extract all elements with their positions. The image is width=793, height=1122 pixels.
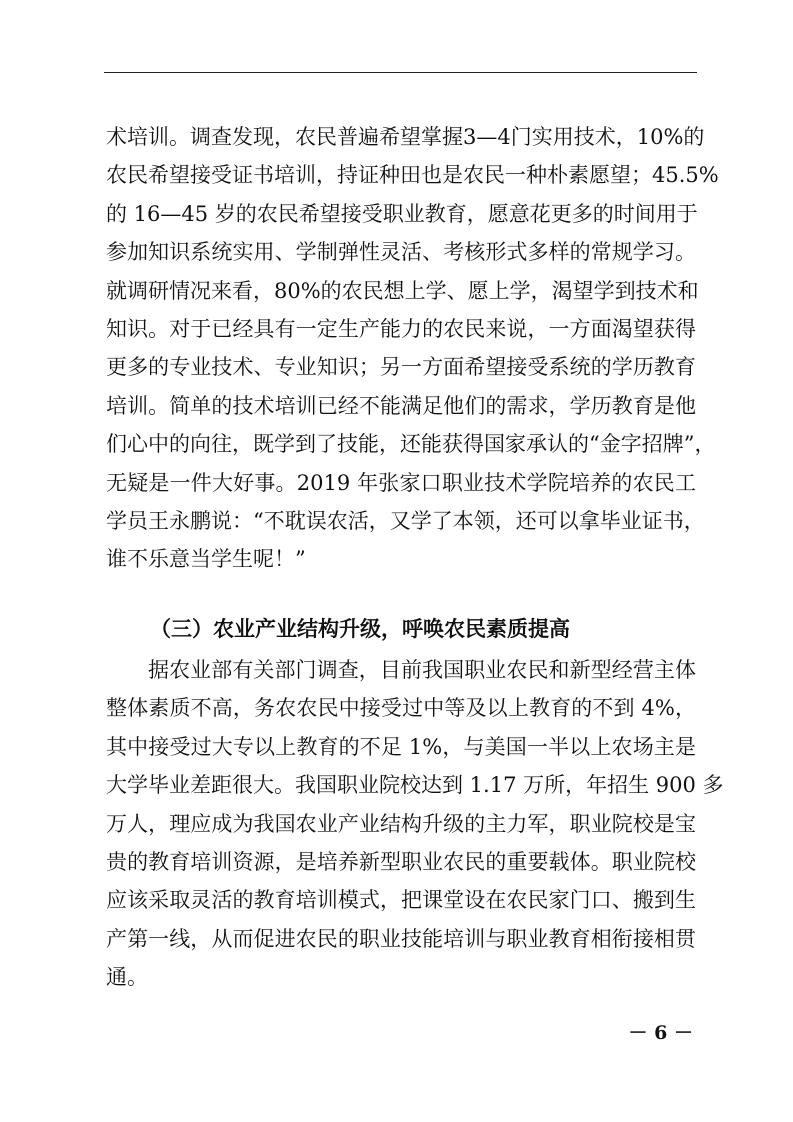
text-line: 无疑是一件大好事。2019 年张家口职业技术学院培养的农民工 (106, 470, 696, 495)
header-rule (104, 72, 697, 73)
text-line: 参加知识系统实用、学制弹性灵活、考核形式多样的常规学习。 (106, 240, 696, 265)
text-line: 通。 (106, 965, 148, 990)
paragraph-survey (106, 651, 724, 997)
text-line: 贵的教育培训资源，是培养新型职业农民的重要载体。职业院校 (106, 849, 696, 874)
section-heading: （三）农业产业结构升级，呼唤农民素质提高 (150, 616, 570, 641)
text-line: 知识。对于已经具有一定生产能力的农民来说，一方面渴望获得 (106, 316, 696, 341)
paragraph-continued (106, 118, 719, 579)
text-line: 谁不乐意当学生呢！” (106, 547, 306, 572)
text-line: 应该采取灵活的教育培训模式，把课堂设在农民家门口、搬到生 (106, 888, 696, 913)
text-line: 据农业部有关部门调查，目前我国职业农民和新型经营主体 (148, 658, 696, 682)
text-line: 整体素质不高，务农农民中接受过中等及以上教育的不到 4%， (106, 696, 696, 721)
text-line: 其中接受过大专以上教育的不足 1%，与美国一半以上农场主是 (106, 734, 696, 759)
text-line: 就调研情况来看，80%的农民想上学、愿上学，渴望学到技术和 (106, 278, 699, 303)
text-line: 产第一线，从而促进农民的职业技能培训与职业教育相衔接相贯 (106, 926, 696, 951)
text-line: 的 16—45 岁的农民希望接受职业教育，愿意花更多的时间用于 (106, 201, 698, 226)
text-line: 术培训。调查发现，农民普遍希望掌握3—4门实用技术，10%的 (106, 125, 705, 149)
page-number: － 6 － (628, 1022, 693, 1044)
text-line: 学员王永鹏说：“不耽误农活，又学了本领，还可以拿毕业证书， (106, 508, 705, 533)
text-line: 万人，理应成为我国农业产业结构升级的主力军，职业院校是宝 (106, 811, 696, 836)
text-line: 大学毕业差距很大。我国职业院校达到 1.17 万所，年招生 900 多 (106, 773, 724, 798)
text-line: 更多的专业技术、专业知识；另一方面希望接受系统的学历教育 (106, 355, 696, 380)
text-line: 农民希望接受证书培训，持证种田也是农民一种朴素愿望；45.5% (106, 163, 719, 188)
text-line: 们心中的向往，既学到了技能，还能获得国家承认的“金字招牌”， (106, 432, 716, 457)
text-line: 培训。简单的技术培训已经不能满足他们的需求，学历教育是他 (106, 393, 696, 418)
